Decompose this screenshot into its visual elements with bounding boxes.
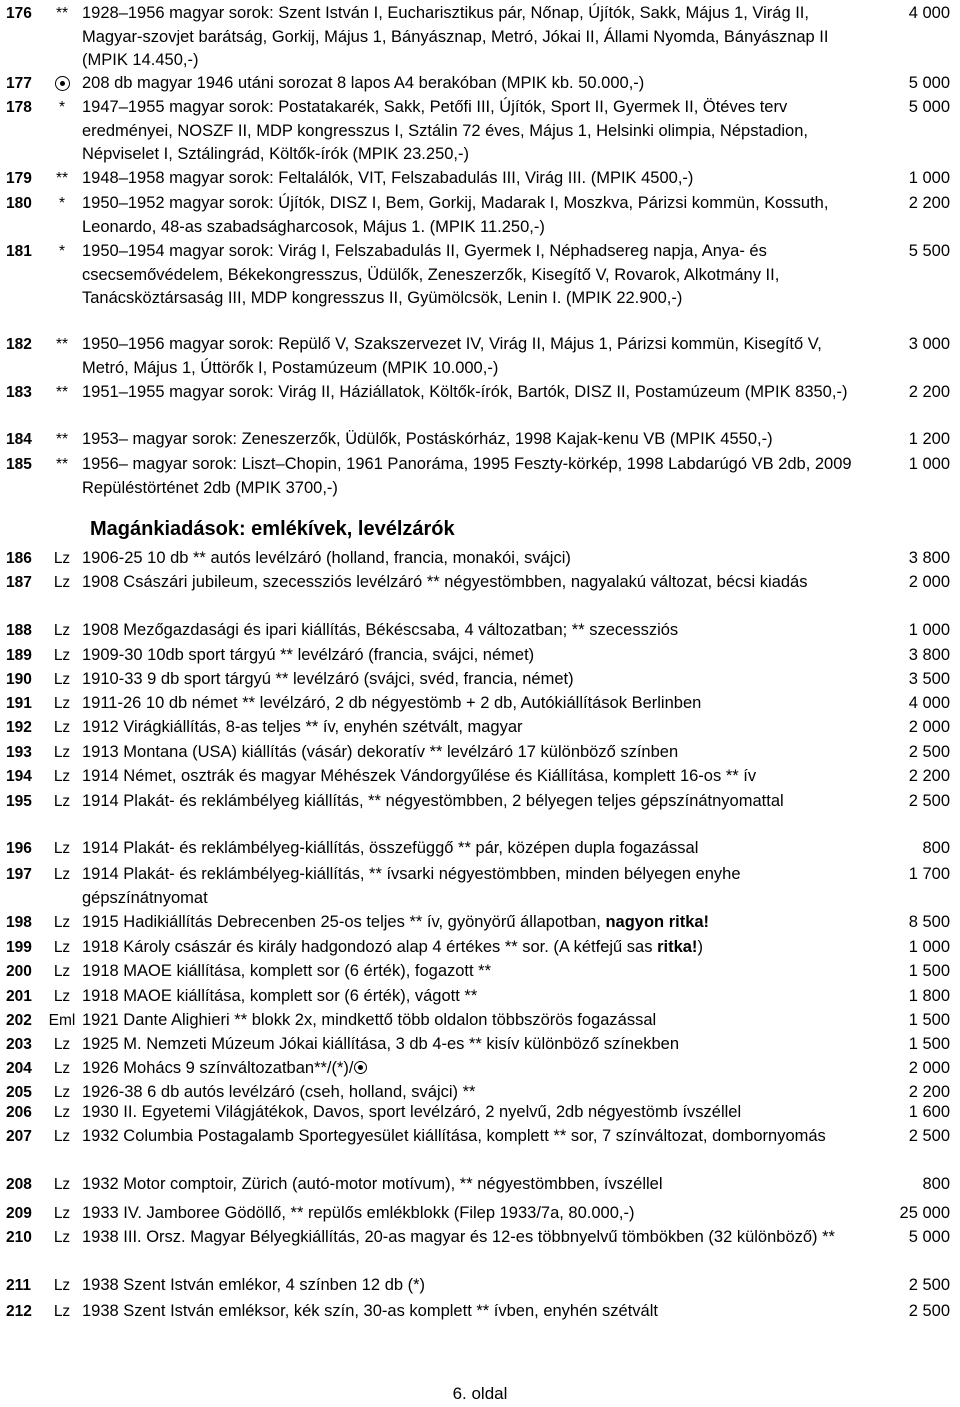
item-price: 2 200 xyxy=(908,767,950,785)
item-number: 195 xyxy=(6,793,32,810)
description-text: 1908 Mezőgazdasági és ipari kiállítás, Békéscsaba, 4 változatban; ** szecessziós xyxy=(82,621,679,639)
item-price: 2 200 xyxy=(908,383,950,401)
description-text: 1914 Plakát- és reklámbélyeg-kiállítás, ** ívsarki négyestömbben, minden bélyegen enyhe gépszínátnyomat xyxy=(82,865,741,907)
item-description xyxy=(82,716,862,740)
row-179 xyxy=(0,167,954,191)
row-189 xyxy=(0,644,954,668)
item-number: 204 xyxy=(6,1060,32,1077)
item-number: 208 xyxy=(6,1176,32,1193)
condition-mark: Lz xyxy=(53,963,71,980)
description-text: 1938 III. Orsz. Magyar Bélyegkiállítás, 20-as magyar és 12-es többnyelvű tömbökben (32 különböző) ** xyxy=(82,1228,835,1246)
item-price: 1 000 xyxy=(908,621,950,639)
condition-mark: ** xyxy=(55,336,69,353)
section-heading: Magánkiadások: emlékívek, levélzárók xyxy=(90,518,455,540)
item-description xyxy=(82,1300,862,1324)
item-price: 5 000 xyxy=(908,98,950,116)
condition-mark: Lz xyxy=(53,1277,71,1294)
item-price: 25 000 xyxy=(899,1204,950,1222)
item-price: 2 000 xyxy=(908,573,950,591)
item-price: 1 800 xyxy=(908,987,950,1005)
row-198 xyxy=(0,911,954,935)
condition-mark: Eml xyxy=(48,1012,76,1029)
condition-mark: Lz xyxy=(53,914,71,931)
row-185 xyxy=(0,453,954,500)
item-description xyxy=(82,571,862,595)
description-text: 1908 Császári jubileum, szecessziós levélzáró ** négyestömbben, nagyalakú változat, bécsi kiadás xyxy=(82,573,808,591)
item-description xyxy=(82,692,862,716)
item-description: 1950–1956 magyar sorok: Repülő V, Szakszervezet IV, Virág II, Május 1, Párizsi kommün, Kisegítő V, Metró, Május 1, Úttörők I, Postamúzeum (MPIK 10.000,-) xyxy=(82,335,822,377)
item-description xyxy=(82,1173,862,1197)
item-description xyxy=(82,936,862,960)
row-182 xyxy=(0,333,954,380)
item-price: 2 500 xyxy=(908,1276,950,1294)
condition-mark xyxy=(42,72,82,96)
item-description xyxy=(82,1226,862,1250)
description-text: 1912 Virágkiállítás, 8-as teljes ** ív, enyhén szétvált, magyar xyxy=(82,718,523,736)
row-180 xyxy=(0,192,954,239)
emphasis-text: ritka! xyxy=(657,938,698,956)
item-number: 212 xyxy=(6,1303,32,1320)
condition-mark: * xyxy=(58,195,66,212)
item-number: 186 xyxy=(6,550,32,567)
item-description xyxy=(82,790,862,814)
description-text: 1932 Columbia Postagalamb Sportegyesület kiállítása, komplett ** sor, 7 színváltozat, dombornyomás xyxy=(82,1127,826,1145)
item-number: 199 xyxy=(6,939,32,956)
row-201 xyxy=(0,985,954,1009)
item-number: 178 xyxy=(6,99,32,116)
row-199 xyxy=(0,936,954,960)
item-price: 1 000 xyxy=(908,169,950,187)
item-price: 2 500 xyxy=(908,743,950,761)
item-number: 184 xyxy=(6,431,32,448)
description-text: 1938 Szent István emlékor, 4 színben 12 db (*) xyxy=(82,1276,426,1294)
item-price: 2 500 xyxy=(908,1302,950,1320)
item-price: 1 500 xyxy=(908,1035,950,1053)
item-number: 210 xyxy=(6,1229,32,1246)
item-description xyxy=(82,1202,862,1226)
condition-mark: Lz xyxy=(53,550,71,567)
item-description: 1950–1952 magyar sorok: Újítók, DISZ I, Bem, Gorkij, Madarak I, Moszkva, Párizsi kommün, Kossuth, Leonardo, 48-as szabadságharcosok, Május 1. (MPIK 11.250,-) xyxy=(82,194,829,236)
description-text: 1926 Mohács 9 színváltozatban**/(*)/ xyxy=(82,1059,354,1077)
item-price: 1 600 xyxy=(908,1103,950,1121)
row-193 xyxy=(0,741,954,765)
item-description xyxy=(82,960,862,984)
item-price: 1 500 xyxy=(908,962,950,980)
item-description: 1948–1958 magyar sorok: Feltalálók, VIT, Felszabadulás III, Virág III. (MPIK 4500,-) xyxy=(82,169,694,187)
row-187 xyxy=(0,571,954,595)
condition-mark: Lz xyxy=(53,744,71,761)
emphasis-text: nagyon ritka! xyxy=(605,913,710,931)
condition-mark: Lz xyxy=(53,1128,71,1145)
item-price: 2 500 xyxy=(908,792,950,810)
row-184 xyxy=(0,428,954,452)
row-192 xyxy=(0,716,954,740)
condition-mark: ** xyxy=(55,431,69,448)
used-stamp-icon xyxy=(354,1061,367,1074)
item-price: 1 200 xyxy=(908,430,950,448)
condition-mark: Lz xyxy=(53,1229,71,1246)
item-description xyxy=(82,1101,862,1125)
description-text: 1932 Motor comptoir, Zürich (autó-motor motívum), ** négyestömbben, ívszéllel xyxy=(82,1175,663,1193)
condition-mark: Lz xyxy=(53,793,71,810)
item-number: 200 xyxy=(6,963,32,980)
item-number: 183 xyxy=(6,384,32,401)
row-196 xyxy=(0,837,954,861)
item-description: 1947–1955 magyar sorok: Postatakarék, Sakk, Petőfi III, Újítók, Sport II, Gyermek II, Ötéves terv eredményei, NOSZF II, MDP kongresszus I, Sztálin 72 éves, Május 1, Helsinki olimpia, Népstadion, Népviselet I, Sztálingrád, Költők-írók (MPIK 23.250,-) xyxy=(82,98,808,163)
condition-mark: Lz xyxy=(53,1060,71,1077)
item-price: 5 000 xyxy=(908,1228,950,1246)
row-178 xyxy=(0,96,954,167)
item-number: 205 xyxy=(6,1084,32,1101)
item-number: 197 xyxy=(6,866,32,883)
item-description xyxy=(82,911,862,935)
description-text: 1918 Károly császár és király hadgondozó alap 4 értékes ** sor. (A kétfejű sas xyxy=(82,938,658,956)
item-price: 5 000 xyxy=(908,74,950,92)
item-description xyxy=(82,985,862,1009)
condition-mark: ** xyxy=(55,170,69,187)
condition-mark: Lz xyxy=(53,574,71,591)
row-194 xyxy=(0,765,954,789)
item-number: 179 xyxy=(6,170,32,187)
description-text: 1921 Dante Alighieri ** blokk 2x, mindkettő több oldalon többszörös fogazással xyxy=(82,1011,657,1029)
description-text: 1914 Plakát- és reklámbélyeg-kiállítás, összefüggő ** pár, középen dupla fogazással xyxy=(82,839,699,857)
row-181 xyxy=(0,240,954,311)
row-211 xyxy=(0,1274,954,1298)
condition-mark: ** xyxy=(55,384,69,401)
item-description: 1928–1956 magyar sorok: Szent István I, Eucharisztikus pár, Nőnap, Újítók, Sakk, Május 1, Virág II, Magyar-szovjet barátság, Gorkij, Május 1, Bányásznap, Metró, Jókai II, Állami Nyomda, Bányásznap II (MPIK 14.450,-) xyxy=(82,4,829,69)
item-price: 8 500 xyxy=(908,913,950,931)
condition-mark: Lz xyxy=(53,719,71,736)
description-text: 1906-25 10 db ** autós levélzáró (holland, francia, monakói, svájci) xyxy=(82,549,571,567)
item-description: 1956– magyar sorok: Liszt–Chopin, 1961 Panoráma, 1995 Feszty-körkép, 1998 Labdarúgó VB 2db, 2009 Repüléstörténet 2db (MPIK 3700,-) xyxy=(82,455,852,497)
item-description: 1950–1954 magyar sorok: Virág I, Felszabadulás II, Gyermek I, Néphadsereg napja, Anya- és csecsemővédelem, Békekongresszus, Üdülők, Zeneszerzők, Kisegítő V, Rovarok, Alkotmány II, Tanácsköztársaság III, MDP kongresszus II, Gyümölcsök, Lenin I. (MPIK 22.900,-) xyxy=(82,242,780,307)
condition-mark: Lz xyxy=(53,939,71,956)
description-text: 1938 Szent István emléksor, kék szín, 30-as komplett ** ívben, enyhén szétvált xyxy=(82,1302,658,1320)
condition-mark: Lz xyxy=(53,1176,71,1193)
item-price: 2 000 xyxy=(908,1059,950,1077)
item-number: 188 xyxy=(6,622,32,639)
item-number: 211 xyxy=(6,1277,32,1294)
row-186 xyxy=(0,547,954,571)
item-number: 185 xyxy=(6,456,32,473)
description-text: 1909-30 10db sport tárgyú ** levélzáró (francia, svájci, német) xyxy=(82,646,535,664)
item-description xyxy=(82,1009,862,1033)
item-number: 201 xyxy=(6,988,32,1005)
description-text: 1925 M. Nemzeti Múzeum Jókai kiállítása, 3 db 4-es ** kisív különböző színekben xyxy=(82,1035,680,1053)
item-price: 4 000 xyxy=(908,694,950,712)
description-tail: ) xyxy=(697,938,703,956)
item-price: 2 200 xyxy=(908,1083,950,1101)
item-price: 1 000 xyxy=(908,455,950,473)
item-description xyxy=(82,547,862,571)
condition-mark: Lz xyxy=(53,1303,71,1320)
item-number: 176 xyxy=(6,5,32,22)
item-description xyxy=(82,837,862,861)
description-text: 1933 IV. Jamboree Gödöllő, ** repülős emlékblokk (Filep 1933/7a, 80.000,-) xyxy=(82,1204,635,1222)
item-description xyxy=(82,1033,862,1057)
item-price: 3 500 xyxy=(908,670,950,688)
row-212 xyxy=(0,1300,954,1324)
item-number: 203 xyxy=(6,1036,32,1053)
description-text: 1918 MAOE kiállítása, komplett sor (6 érték), vágott ** xyxy=(82,987,478,1005)
item-description xyxy=(82,644,862,668)
item-number: 182 xyxy=(6,336,32,353)
row-210 xyxy=(0,1226,954,1250)
description-text: 1918 MAOE kiállítása, komplett sor (6 érték), fogazott ** xyxy=(82,962,492,980)
condition-mark: * xyxy=(58,99,66,116)
description-text: 1911-26 10 db német ** levélzáró, 2 db négyestömb + 2 db, Autókiállítások Berlinben xyxy=(82,694,702,712)
item-number: 180 xyxy=(6,195,32,212)
condition-mark: Lz xyxy=(53,695,71,712)
row-208 xyxy=(0,1173,954,1197)
condition-mark: * xyxy=(58,243,66,260)
item-number: 187 xyxy=(6,574,32,591)
item-price: 3 000 xyxy=(908,335,950,353)
item-description xyxy=(82,1125,862,1149)
item-description: 208 db magyar 1946 utáni sorozat 8 lapos A4 berakóban (MPIK kb. 50.000,-) xyxy=(82,74,645,92)
item-price: 2 500 xyxy=(908,1127,950,1145)
item-number: 181 xyxy=(6,243,32,260)
row-209 xyxy=(0,1202,954,1226)
item-number: 191 xyxy=(6,695,32,712)
item-description xyxy=(82,765,862,789)
row-202 xyxy=(0,1009,954,1033)
row-190 xyxy=(0,668,954,692)
row-197 xyxy=(0,863,954,910)
row-195 xyxy=(0,790,954,814)
item-number: 193 xyxy=(6,744,32,761)
row-204 xyxy=(0,1057,954,1081)
item-price: 3 800 xyxy=(908,646,950,664)
row-206 xyxy=(0,1101,954,1125)
condition-mark: Lz xyxy=(53,671,71,688)
condition-mark: Lz xyxy=(53,647,71,664)
item-number: 198 xyxy=(6,914,32,931)
item-number: 209 xyxy=(6,1205,32,1222)
item-price: 4 000 xyxy=(908,4,950,22)
description-text: 1915 Hadikiállítás Debrecenben 25-os teljes ** ív, gyönyörű állapotban, xyxy=(82,913,606,931)
item-description: 1951–1955 magyar sorok: Virág II, Háziállatok, Költők-írók, Bartók, DISZ II, Postamúzeum (MPIK 8350,-) xyxy=(82,383,848,401)
condition-mark: Lz xyxy=(53,988,71,1005)
row-188 xyxy=(0,619,954,643)
description-text: 1913 Montana (USA) kiállítás (vásár) dekoratív ** levélzáró 17 különböző színben xyxy=(82,743,679,761)
item-description xyxy=(82,668,862,692)
item-number: 177 xyxy=(6,75,32,92)
description-text: 1914 Plakát- és reklámbélyeg kiállítás, ** négyestömbben, 2 bélyegen teljes gépszínátnyomattal xyxy=(82,792,784,810)
item-description xyxy=(82,863,862,910)
condition-mark: Lz xyxy=(53,840,71,857)
item-description xyxy=(82,619,862,643)
item-number: 207 xyxy=(6,1128,32,1145)
used-stamp-icon xyxy=(55,76,70,91)
item-price: 800 xyxy=(922,839,950,857)
row-207 xyxy=(0,1125,954,1149)
item-price: 800 xyxy=(922,1175,950,1193)
row-177 xyxy=(0,72,954,96)
condition-mark: ** xyxy=(55,5,69,22)
row-200 xyxy=(0,960,954,984)
description-text: 1926-38 6 db autós levélzáró (cseh, holland, svájci) ** xyxy=(82,1083,476,1101)
condition-mark: Lz xyxy=(53,1084,71,1101)
item-price: 5 500 xyxy=(908,242,950,260)
description-text: 1914 Német, osztrák és magyar Méhészek Vándorgyűlése és Kiállítása, komplett 16-os ** ív xyxy=(82,767,757,785)
page-number: 6. oldal xyxy=(452,1384,508,1403)
description-text: 1930 II. Egyetemi Világjátékok, Davos, sport levélzáró, 2 nyelvű, 2db négyestömb ívszéllel xyxy=(82,1103,742,1121)
item-price: 1 000 xyxy=(908,938,950,956)
row-176 xyxy=(0,2,954,73)
row-183 xyxy=(0,381,954,405)
row-203 xyxy=(0,1033,954,1057)
item-description xyxy=(82,1274,862,1298)
condition-mark: ** xyxy=(55,456,69,473)
row-191 xyxy=(0,692,954,716)
item-price: 1 500 xyxy=(908,1011,950,1029)
item-price: 3 800 xyxy=(908,549,950,567)
item-number: 190 xyxy=(6,671,32,688)
condition-mark: Lz xyxy=(53,1036,71,1053)
item-number: 192 xyxy=(6,719,32,736)
item-price: 2 000 xyxy=(908,718,950,736)
item-description xyxy=(82,1057,862,1081)
item-price: 2 200 xyxy=(908,194,950,212)
condition-mark: Lz xyxy=(53,1205,71,1222)
item-number: 202 xyxy=(6,1012,32,1029)
condition-mark: Lz xyxy=(53,768,71,785)
item-number: 189 xyxy=(6,647,32,664)
description-text: 1910-33 9 db sport tárgyú ** levélzáró (svájci, svéd, francia, német) xyxy=(82,670,574,688)
condition-mark: Lz xyxy=(53,1104,71,1121)
item-price: 1 700 xyxy=(908,865,950,883)
condition-mark: Lz xyxy=(53,622,71,639)
item-number: 194 xyxy=(6,768,32,785)
item-number: 206 xyxy=(6,1104,32,1121)
item-description: 1953– magyar sorok: Zeneszerzők, Üdülők, Postáskórház, 1998 Kajak-kenu VB (MPIK 4550,-) xyxy=(82,430,773,448)
item-number: 196 xyxy=(6,840,32,857)
item-description xyxy=(82,741,862,765)
condition-mark: Lz xyxy=(53,866,71,883)
